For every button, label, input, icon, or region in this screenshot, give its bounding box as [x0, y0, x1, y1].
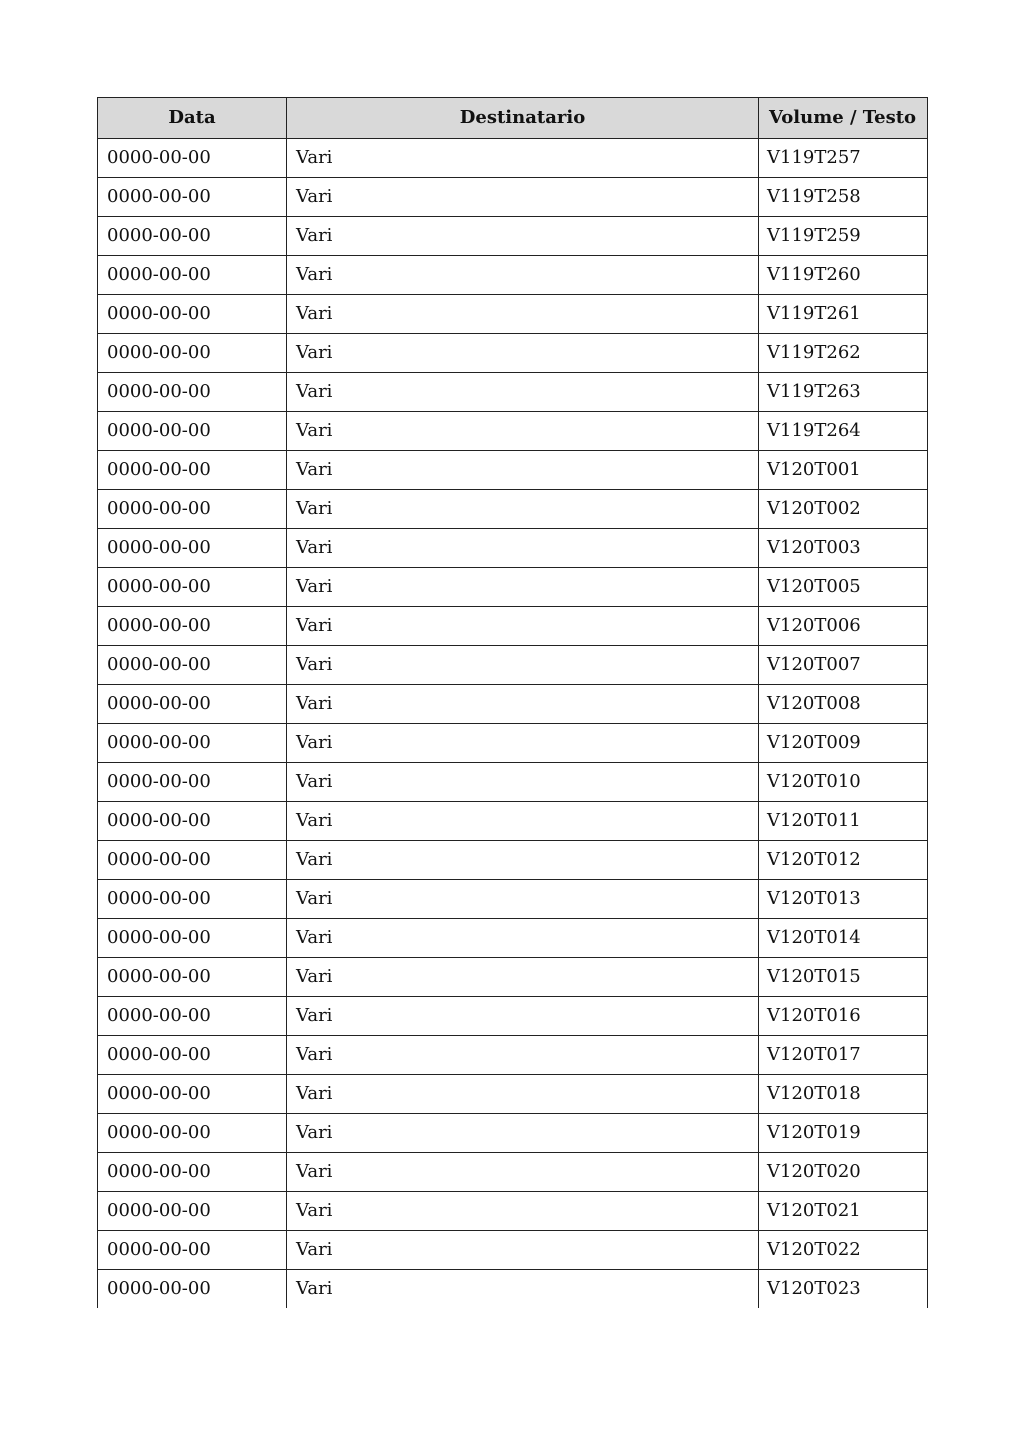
- cell-volume-testo: V120T016: [759, 997, 928, 1036]
- column-header-data: Data: [98, 98, 287, 139]
- column-header-volume-testo: Volume / Testo: [759, 98, 928, 139]
- table-row: [98, 997, 928, 1036]
- cell-volume-testo: V120T014: [759, 919, 928, 958]
- cell-destinatario: Vari: [287, 412, 759, 451]
- cell-date: 0000-00-00: [98, 607, 287, 646]
- table-row: [98, 1270, 928, 1309]
- cell-volume-testo: V120T006: [759, 607, 928, 646]
- table-row: [98, 568, 928, 607]
- table-header: [98, 98, 928, 139]
- table-row: [98, 607, 928, 646]
- table-row: [98, 295, 928, 334]
- cell-destinatario: Vari: [287, 802, 759, 841]
- cell-date: 0000-00-00: [98, 1036, 287, 1075]
- cell-date: 0000-00-00: [98, 178, 287, 217]
- cell-volume-testo: V120T018: [759, 1075, 928, 1114]
- cell-destinatario: Vari: [287, 178, 759, 217]
- cell-date: 0000-00-00: [98, 724, 287, 763]
- cell-volume-testo: V119T260: [759, 256, 928, 295]
- table-row: [98, 139, 928, 178]
- cell-volume-testo: V120T007: [759, 646, 928, 685]
- cell-destinatario: Vari: [287, 1231, 759, 1270]
- cell-volume-testo: V120T002: [759, 490, 928, 529]
- cell-destinatario: Vari: [287, 451, 759, 490]
- table-row: [98, 724, 928, 763]
- cell-volume-testo: V120T012: [759, 841, 928, 880]
- cell-destinatario: Vari: [287, 646, 759, 685]
- table-row: [98, 880, 928, 919]
- cell-destinatario: Vari: [287, 1075, 759, 1114]
- table-row: [98, 490, 928, 529]
- table-row: [98, 451, 928, 490]
- cell-destinatario: Vari: [287, 1114, 759, 1153]
- table-row: [98, 685, 928, 724]
- table-row: [98, 217, 928, 256]
- cell-date: 0000-00-00: [98, 334, 287, 373]
- cell-destinatario: Vari: [287, 1270, 759, 1309]
- cell-date: 0000-00-00: [98, 256, 287, 295]
- cell-volume-testo: V120T013: [759, 880, 928, 919]
- cell-date: 0000-00-00: [98, 958, 287, 997]
- cell-date: 0000-00-00: [98, 1075, 287, 1114]
- cell-date: 0000-00-00: [98, 802, 287, 841]
- cell-date: 0000-00-00: [98, 1231, 287, 1270]
- cell-date: 0000-00-00: [98, 295, 287, 334]
- table-row: [98, 841, 928, 880]
- table-row: [98, 256, 928, 295]
- cell-date: 0000-00-00: [98, 997, 287, 1036]
- cell-destinatario: Vari: [287, 529, 759, 568]
- cell-volume-testo: V119T258: [759, 178, 928, 217]
- cell-date: 0000-00-00: [98, 373, 287, 412]
- cell-volume-testo: V119T259: [759, 217, 928, 256]
- cell-date: 0000-00-00: [98, 568, 287, 607]
- cell-date: 0000-00-00: [98, 880, 287, 919]
- cell-volume-testo: V119T257: [759, 139, 928, 178]
- cell-volume-testo: V120T010: [759, 763, 928, 802]
- cell-destinatario: Vari: [287, 1153, 759, 1192]
- cell-volume-testo: V119T261: [759, 295, 928, 334]
- cell-destinatario: Vari: [287, 1192, 759, 1231]
- table-row: [98, 958, 928, 997]
- cell-date: 0000-00-00: [98, 490, 287, 529]
- cell-date: 0000-00-00: [98, 1270, 287, 1309]
- table-body: [98, 139, 928, 1309]
- cell-destinatario: Vari: [287, 880, 759, 919]
- cell-volume-testo: V120T009: [759, 724, 928, 763]
- cell-destinatario: Vari: [287, 256, 759, 295]
- table-row: [98, 1114, 928, 1153]
- cell-destinatario: Vari: [287, 490, 759, 529]
- table-row: [98, 646, 928, 685]
- cell-volume-testo: V120T005: [759, 568, 928, 607]
- cell-destinatario: Vari: [287, 919, 759, 958]
- cell-date: 0000-00-00: [98, 685, 287, 724]
- cell-date: 0000-00-00: [98, 1192, 287, 1231]
- cell-volume-testo: V120T019: [759, 1114, 928, 1153]
- table-row: [98, 1075, 928, 1114]
- header-row: [98, 98, 928, 139]
- table-row: [98, 919, 928, 958]
- cell-volume-testo: V120T021: [759, 1192, 928, 1231]
- cell-volume-testo: V120T003: [759, 529, 928, 568]
- cell-destinatario: Vari: [287, 139, 759, 178]
- cell-destinatario: Vari: [287, 373, 759, 412]
- cell-volume-testo: V120T015: [759, 958, 928, 997]
- cell-volume-testo: V119T264: [759, 412, 928, 451]
- table-row: [98, 763, 928, 802]
- table-row: [98, 1192, 928, 1231]
- cell-volume-testo: V119T263: [759, 373, 928, 412]
- table-row: [98, 529, 928, 568]
- cell-destinatario: Vari: [287, 997, 759, 1036]
- cell-date: 0000-00-00: [98, 763, 287, 802]
- cell-volume-testo: V120T022: [759, 1231, 928, 1270]
- cell-date: 0000-00-00: [98, 646, 287, 685]
- cell-destinatario: Vari: [287, 568, 759, 607]
- cell-destinatario: Vari: [287, 1036, 759, 1075]
- cell-destinatario: Vari: [287, 841, 759, 880]
- table-row: [98, 334, 928, 373]
- table-row: [98, 373, 928, 412]
- cell-volume-testo: V120T020: [759, 1153, 928, 1192]
- cell-volume-testo: V120T008: [759, 685, 928, 724]
- table-row: [98, 1231, 928, 1270]
- cell-date: 0000-00-00: [98, 529, 287, 568]
- table-row: [98, 802, 928, 841]
- cell-volume-testo: V120T001: [759, 451, 928, 490]
- cell-destinatario: Vari: [287, 685, 759, 724]
- column-header-destinatario: Destinatario: [287, 98, 759, 139]
- cell-destinatario: Vari: [287, 763, 759, 802]
- cell-date: 0000-00-00: [98, 841, 287, 880]
- cell-destinatario: Vari: [287, 607, 759, 646]
- cell-destinatario: Vari: [287, 958, 759, 997]
- table-row: [98, 178, 928, 217]
- cell-date: 0000-00-00: [98, 451, 287, 490]
- table-row: [98, 1153, 928, 1192]
- table-row: [98, 412, 928, 451]
- cell-destinatario: Vari: [287, 217, 759, 256]
- cell-date: 0000-00-00: [98, 139, 287, 178]
- cell-volume-testo: V119T262: [759, 334, 928, 373]
- cell-date: 0000-00-00: [98, 1114, 287, 1153]
- cell-volume-testo: V120T023: [759, 1270, 928, 1309]
- cell-destinatario: Vari: [287, 295, 759, 334]
- cell-volume-testo: V120T011: [759, 802, 928, 841]
- cell-volume-testo: V120T017: [759, 1036, 928, 1075]
- cell-date: 0000-00-00: [98, 412, 287, 451]
- cell-destinatario: Vari: [287, 724, 759, 763]
- cell-date: 0000-00-00: [98, 217, 287, 256]
- table-row: [98, 1036, 928, 1075]
- cell-destinatario: Vari: [287, 334, 759, 373]
- cell-date: 0000-00-00: [98, 919, 287, 958]
- cell-date: 0000-00-00: [98, 1153, 287, 1192]
- register-table: [97, 97, 928, 1308]
